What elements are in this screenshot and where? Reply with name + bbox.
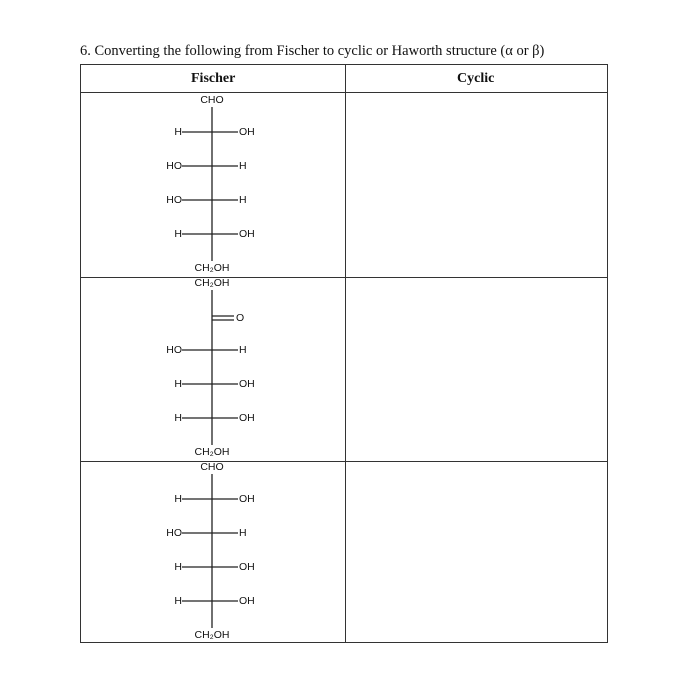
right-substituent: OH <box>239 595 255 607</box>
right-substituent: OH <box>239 493 255 505</box>
right-substituent: H <box>239 527 247 539</box>
left-substituent: HO <box>166 344 182 356</box>
fischer-bottom-group: CH₂OH <box>194 446 230 458</box>
left-substituent: H <box>174 561 182 573</box>
left-substituent: H <box>174 412 182 424</box>
right-substituent: H <box>239 194 247 206</box>
right-substituent: OH <box>239 561 255 573</box>
left-substituent: H <box>174 595 182 607</box>
left-substituent: HO <box>166 194 182 206</box>
fischer-bottom-group: CH₂OH <box>194 629 230 641</box>
fischer-top-group: CHO <box>200 461 224 473</box>
left-substituent: H <box>174 493 182 505</box>
header-cyclic: Cyclic <box>457 71 495 86</box>
left-substituent: H <box>174 228 182 240</box>
fischer-top-group: CHO <box>200 94 224 106</box>
carbonyl-oxygen: O <box>236 312 245 324</box>
left-substituent: HO <box>166 527 182 539</box>
left-substituent: HO <box>166 160 182 172</box>
question-text: 6. Converting the following from Fischer to cyclic or Haworth structure (α or β) <box>80 43 545 59</box>
right-substituent: H <box>239 344 247 356</box>
fischer-top-group: CH₂OH <box>194 277 230 289</box>
right-substituent: OH <box>239 126 255 138</box>
left-substituent: H <box>174 378 182 390</box>
fischer-bottom-group: CH₂OH <box>194 262 230 274</box>
right-substituent: OH <box>239 228 255 240</box>
left-substituent: H <box>174 126 182 138</box>
right-substituent: H <box>239 160 247 172</box>
right-substituent: OH <box>239 378 255 390</box>
header-fischer: Fischer <box>191 71 236 86</box>
right-substituent: OH <box>239 412 255 424</box>
